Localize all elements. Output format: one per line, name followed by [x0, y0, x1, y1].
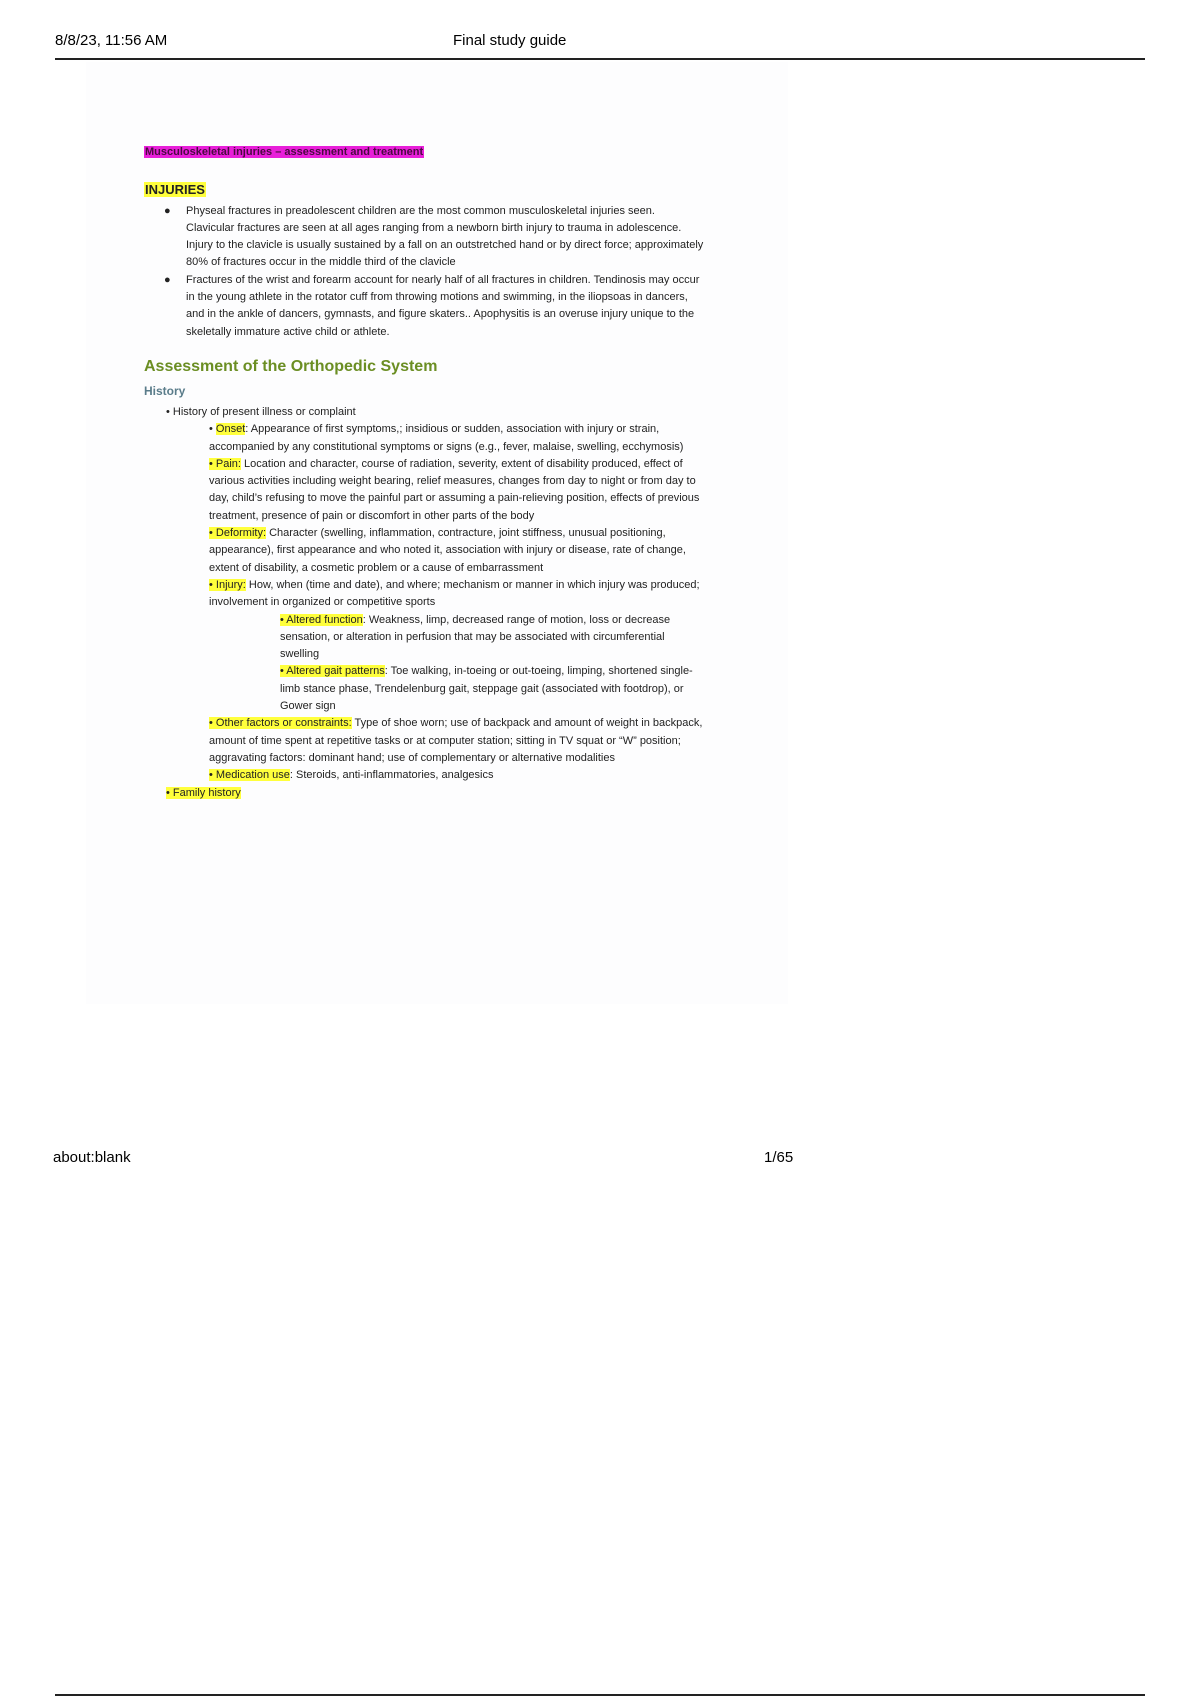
injury-label: • Injury:	[209, 578, 246, 591]
section-title: Assessment of the Orthopedic System	[144, 357, 438, 375]
print-footer-url: about:blank	[53, 1149, 131, 1166]
altered-gait-label: • Altered gait patterns	[280, 665, 385, 678]
other-factors-item: • Other factors or constraints: Type of shoe worn; use of backpack and amount of weight in backpack, amount of time spent at repetitive tasks or at computer station; sitting in TV squat or “W” position; aggravating factors: dominant hand; use of complementary or alternative modalities	[209, 717, 703, 764]
history-heading: History	[144, 383, 186, 398]
family-history-label: • Family history	[166, 786, 241, 799]
altered-function-label: • Altered function	[280, 613, 363, 626]
present-illness-item: • History of present illness or complaint	[166, 405, 356, 418]
onset-item: • Onset: Appearance of first symptoms,; insidious or sudden, association with injury or strain, accompanied by any constitutional symptoms or signs (e.g., fever, malaise, swelling, ecchymosis)	[209, 423, 684, 453]
deformity-label: • Deformity:	[209, 527, 267, 540]
altered-gait-item: • Altered gait patterns: Toe walking, in-toeing or out-toeing, limping, shortened single-limb stance phase, Trendelenburg gait, steppage gait (associated with footdrop), or Gower sign	[280, 665, 693, 713]
page-divider	[55, 1694, 1145, 1696]
injuries-heading: INJURIES	[145, 182, 205, 198]
bullet-icon: ●	[164, 204, 171, 217]
pain-item: • Pain: Location and character, course of radiation, severity, extent of disability produced, effect of various activities including weight bearing, relief measures, changes from day to night or from day to day, child’s refusing to move the painful part or assuming a pain-relieving position, effects of previous treatment, presence of pain or discomfort in other parts of the body	[209, 457, 700, 522]
doc-title: Musculoskeletal injuries – assessment and treatment	[145, 146, 424, 158]
document-content	[144, 144, 704, 802]
history-list	[144, 404, 704, 802]
deformity-item: • Deformity: Character (swelling, inflammation, contracture, joint stiffness, unusual positioning, appearance), first appearance and who noted it, association with injury or disease, rate of change, extent of disability, a cosmetic problem or a cause of embarrassment	[209, 527, 686, 574]
list-item: ● Physeal fractures in preadolescent children are the most common musculoskeletal injuries seen. Clavicular fractures are seen at all ages ranging from a newborn birth injury to trauma in adolescence. Injury to the clavicle is usually sustained by a fall on an outstretched hand or by direct force; approximately 80% of fractures occur in the middle third of the clavicle	[164, 204, 704, 269]
print-title: Final study guide	[453, 32, 567, 49]
injury-item: • Injury: How, when (time and date), and where; mechanism or manner in which injury was produced; involvement in organized or competitive sports	[209, 578, 700, 609]
medication-label: • Medication use	[209, 769, 290, 782]
list-item: ● Fractures of the wrist and forearm account for nearly half of all fractures in children. Tendinosis may occur in the young athlete in the rotator cuff from throwing motions and swimming, in the iliopsoas in dancers, and in the ankle of dancers, gymnasts, and figure skaters.. Apophysitis is an overuse injury unique to the skeletally immature active child or athlete.	[164, 273, 700, 338]
bullet-icon: ●	[164, 273, 171, 286]
print-page-number: 1/65	[764, 1149, 794, 1166]
medication-item: • Medication use: Steroids, anti-inflammatories, analgesics	[209, 769, 494, 782]
altered-function-item: • Altered function: Weakness, limp, decreased range of motion, loss or decrease sensation, or alteration in perfusion that may be associated with circumferential swelling	[280, 613, 671, 661]
family-history-item	[144, 785, 704, 802]
other-factors-label: • Other factors or constraints:	[209, 717, 352, 730]
doc-title-line	[144, 144, 704, 161]
onset-label: Onset	[215, 423, 246, 436]
print-datetime: 8/8/23, 11:56 AM	[55, 32, 168, 49]
pain-label: • Pain:	[209, 457, 241, 470]
print-header	[55, 28, 1145, 60]
injuries-list	[144, 203, 704, 341]
